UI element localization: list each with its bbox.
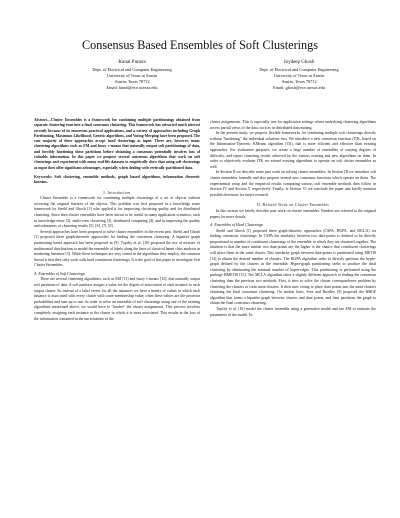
right-column	[210, 120, 376, 318]
paragraph: Several approaches have been proposed to solve cluster ensembles in the recent past. Strehl and Ghosh [1] proposed three graph-theoretic approaches for finding the consensus clustering. A bipartite graph partitioning based approach has been proposed in [9]. Topchy et al. [10] proposed the use of mixture of multinomial distributions to model the ensemble of labels along the lines of classical latent class analysis in marketing literature [3]. While these techniques are very varied in the algorithms they employ, the common thread is that they only work with hard constituent clusterings. It is the goal of this paper to investigate Soft Cluster Ensembles.	[34, 229, 200, 268]
author-city: Austin, Texas 78712	[281, 78, 317, 84]
author-university: University of Texas at Austin	[273, 72, 325, 78]
paragraph: There are several clustering algorithms, such as EM [11] and fuzzy c-means [12], that naturally output soft partitions of data. A soft partition assigns a value for the degree of association of each instance to each output cluster. So instead of a label vector for all the instances we have a matrix of values in which each instance is associated with every cluster with some membership value; often these values are the posterior probabilities and sum up to one. In order to solve an ensemble of soft clusterings using one of the existing algorithms mentioned above, we would have to "harden" the cluster assignments. This process involves completely assigning each instance to the cluster to which it is most associated. This results in the loss of the information contained in the uncertainties of the	[34, 277, 200, 321]
author-1	[47, 60, 217, 91]
author-university: University of Texas at Austin	[106, 72, 158, 78]
paragraph: Strehl and Ghosh [1] proposed three graph-theoretic approaches (CSPA, HGPA, and MCLA) for finding consensus clusterings. In CSPA the similarity between two data-points is defined to be directly proportional to number of constituent clusterings of the ensemble in which they are clustered together. The intuition is that the more similar two data-points are the higher is the chance that constituent clusterings will place them in the same cluster. This similarity graph between data-points is partitioned using METIS [14] to obtain the desired number of clusters. The HGPA algorithm seeks to directly partition the hyper-graph defined by the clusters in the ensemble. Hyper-graph partitioning seeks to produce the final clustering by eliminating the minimal number of hyper-edges. This partitioning is performed using the package HMETIS [15]. The MCLA algorithm takes a slightly different approach to finding the consensus clustering than the previous two methods. First, it tries to solve the cluster correspondence problem by clustering the clusters to form meta-clusters. It then uses voting to place data-points into the meta-clusters obtaining the final consensus clustering. On similar lines, Fern and Brodley [9] proposed the HBGF algorithm that forms a bipartite graph between clusters and data points, and then partitions the graph to obtain the final consensus clustering.	[210, 228, 376, 306]
subsection-heading: A. Ensembles of Hard Clusterings	[210, 223, 263, 228]
author-dept: Dept. of Electrical and Computer Engineering	[259, 66, 339, 72]
abstract-label: Abstract	[34, 118, 48, 122]
author-dept: Dept. of Electrical and Computer Engineering	[92, 66, 172, 72]
subsection-heading: A. Ensembles of Soft Clusterings	[34, 271, 85, 276]
author-email: Email: ghosh@ece.utexas.edu	[273, 84, 325, 90]
paragraph: In this section we briefly describe past work on cluster ensembles. Readers are referred to the original papers for more details.	[210, 208, 376, 219]
left-column	[34, 118, 200, 322]
author-city: Austin, Texas 78712	[114, 78, 150, 84]
author-name: Kunal Punera	[118, 60, 146, 65]
author-2	[214, 60, 384, 91]
author-email: Email: kunal@ece.utexas.edu	[106, 84, 158, 90]
section-heading: II. Related Work on Cluster Ensembles	[256, 203, 330, 208]
paragraph: Topchy et al. [10] model the cluster ensemble using a generative model and use EM to estimate the parameters of the model. In	[210, 307, 376, 317]
paragraph: In the present study, we propose flexible frameworks for combining multiple soft clusterings directly without "hardening" the individual solutions first. We introduce a new consensus function (ITK, based on the Information-Theoretic KMeans algorithm [13]), that is more efficient and effective than existing approaches. For evaluation purposes, we create a large number of ensembles of varying degrees of difficulty, and report clustering results achieved by the various existing and new algorithms on them. In order to objectively evaluate ITK we extend existing algorithms to operate on soft cluster ensembles as well.	[210, 131, 376, 169]
paragraph: Cluster Ensemble is a framework for combining multiple clusterings of a set of objects without accessing the original features of the objects. This problem was first proposed in a knowledge reuse framework by Strehl and Ghosh [1] who applied it for improving clustering quality and for distributed clustering. Since then cluster ensembles have been shown to be useful in many application scenarios, such as knowledge-reuse [2], multi-view clustering [3], distributed computing [4], and in improving the quality and robustness of clustering results [5], [6], [7], [8].	[34, 196, 200, 229]
keywords: Keywords: Soft clustering, ensemble methods, graph based algorithms, information theoretic kmeans.	[34, 174, 200, 185]
paragraph: In Section II we describe some past work on solving cluster ensembles. In Section III we introduce soft cluster ensembles formally and also propose several new consensus functions which operate on them. The experimental setup and the empirical results comparing various soft ensemble methods then follow in Section IV and Section V respectively. Finally, in Section VI we conclude the paper and briefly mention possible directions for future research.	[210, 170, 376, 197]
abstract	[34, 118, 200, 171]
section-heading: I. Introduction	[103, 190, 131, 195]
paragraph: cluster assignments. This is especially true for application settings where underlying clustering algorithms access partial views of the data, such as in distributed data mining.	[210, 120, 376, 130]
abstract-text: —Cluster Ensembles is a framework for combining multiple partitionings obtained from separate clustering runs into a final consensus clustering. This framework has attracted much interest recently because of its numerous practical applications, and a variety of approaches including Graph Partitioning, Maximum Likelihood, Genetic algorithms, and Voting-Merging have been proposed. The vast majority of these approaches accept hard clusterings as input. There are, however, many clustering algorithms such as EM and fuzzy c-means that naturally output soft partitionings of data, and forcibly hardening these partitions before obtaining a consensus potentially involves loss of valuable information. In this paper we propose several consensus algorithms that work on soft clusterings and experiment with many real-life datasets to empirically show that using soft clusterings as input does offer significant advantages, especially when dealing with vertically partitioned data.	[34, 118, 200, 170]
author-name: Joydeep Ghosh	[283, 60, 315, 65]
paper-title: Consensus Based Ensembles of Soft Clusterings	[82, 38, 318, 52]
